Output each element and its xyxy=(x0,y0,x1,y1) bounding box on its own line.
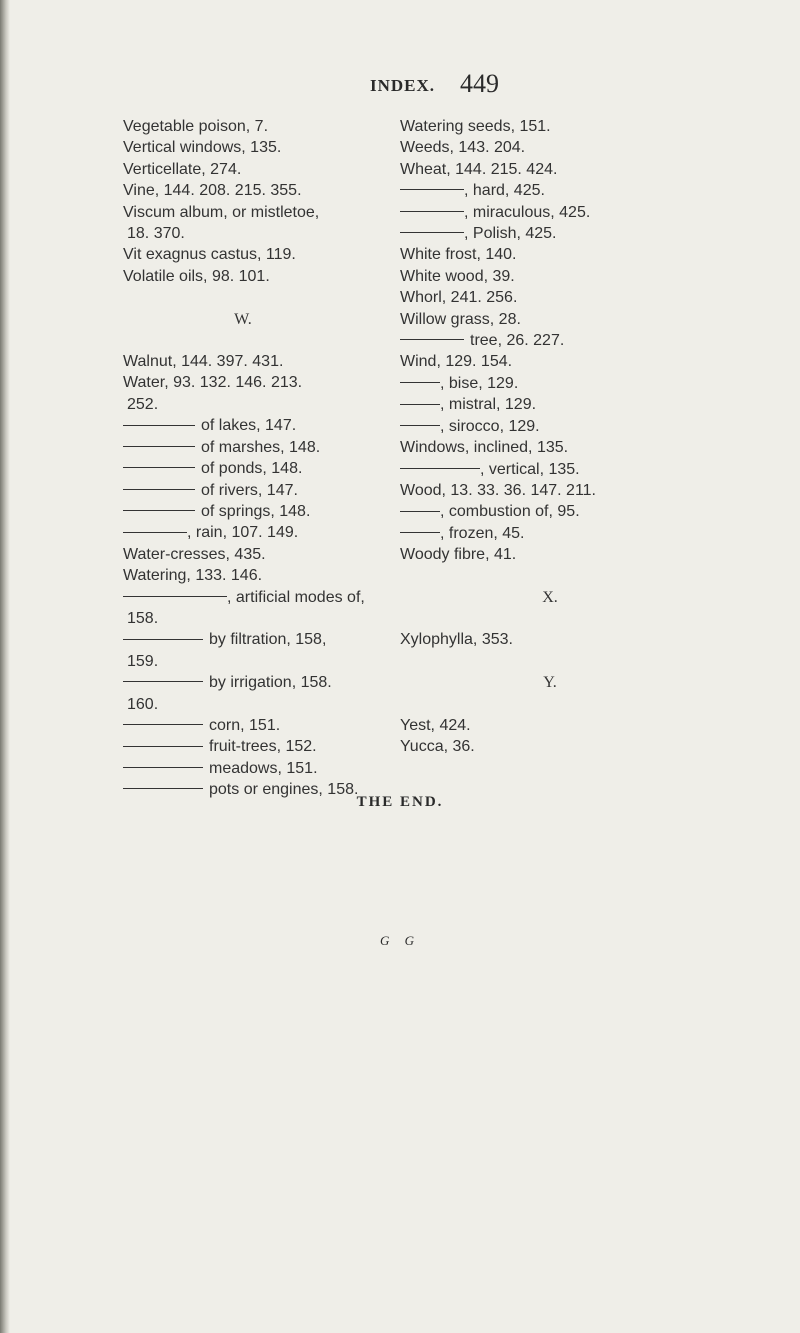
index-subentry-text: , Polish, 425. xyxy=(464,225,557,243)
ditto-dash xyxy=(400,425,440,426)
index-entry: Walnut, 144. 397. 431. xyxy=(123,353,284,371)
index-entry: Verticellate, 274. xyxy=(123,160,242,178)
index-subentry xyxy=(123,437,363,458)
index-subentry xyxy=(123,758,363,779)
index-entry-continuation: 158. xyxy=(127,609,159,627)
index-subentry xyxy=(400,373,700,394)
ditto-dash xyxy=(123,510,195,511)
index-entry: White wood, 39. xyxy=(400,267,515,285)
index-entry-continuation: 160. xyxy=(127,695,159,713)
index-subentry xyxy=(400,202,700,223)
ditto-dash xyxy=(400,232,464,233)
index-entry: Weeds, 143. 204. xyxy=(400,139,526,157)
index-entry: Willow grass, 28. xyxy=(400,310,521,328)
index-entry: Whorl, 241. 256. xyxy=(400,289,518,307)
index-subentry-text: pots or engines, 158. xyxy=(209,781,359,799)
page-header xyxy=(0,66,800,106)
signature-mark: G G xyxy=(379,933,421,948)
index-subentry-text: of ponds, 148. xyxy=(201,460,303,478)
index-subentry-text: , rain, 107. 149. xyxy=(187,524,299,542)
index-column-right xyxy=(400,116,700,757)
index-spacer xyxy=(400,608,700,629)
ditto-dash xyxy=(123,489,195,490)
index-subentry-text: tree, 26. 227. xyxy=(470,332,565,350)
index-subentry-text: corn, 151. xyxy=(209,716,281,734)
index-subentry-text: , frozen, 45. xyxy=(440,524,525,542)
index-subentry xyxy=(123,587,363,608)
index-subentry-text: of rivers, 147. xyxy=(201,481,298,499)
index-entry: Xylophylla, 353. xyxy=(400,631,513,649)
page-binding-edge xyxy=(0,0,10,1333)
index-subentry xyxy=(400,330,700,351)
index-subentry xyxy=(123,501,363,522)
index-entry: Watering seeds, 151. xyxy=(400,118,551,135)
ditto-dash xyxy=(400,511,440,512)
index-subentry xyxy=(400,459,700,480)
index-entry: Wheat, 144. 215. 424. xyxy=(400,160,558,178)
index-spacer xyxy=(123,287,363,308)
index-entry: Windows, inclined, 135. xyxy=(400,439,569,457)
index-entry: Water-cresses, 435. xyxy=(123,545,266,563)
index-letter-heading: X. xyxy=(542,588,558,606)
ditto-dash xyxy=(400,189,464,190)
index-entry: Vit exagnus castus, 119. xyxy=(123,246,296,264)
index-subentry xyxy=(400,180,700,201)
index-subentry-text: , artificial modes of, xyxy=(227,588,365,606)
ditto-dash xyxy=(123,446,195,447)
index-spacer xyxy=(400,651,700,672)
ditto-dash xyxy=(123,681,203,682)
ditto-dash xyxy=(400,532,440,533)
ditto-dash xyxy=(123,596,227,597)
index-entry: Wind, 129. 154. xyxy=(400,353,513,371)
ditto-dash xyxy=(400,211,464,212)
index-subentry-text: , sirocco, 129. xyxy=(440,417,540,435)
index-subentry-text: , mistral, 129. xyxy=(440,396,537,414)
index-subentry xyxy=(123,480,363,501)
index-entry-continuation: 18. 370. xyxy=(127,225,185,243)
index-spacer xyxy=(400,566,700,587)
ditto-dash xyxy=(123,425,195,426)
ditto-dash xyxy=(123,532,187,533)
index-entry: Woody fibre, 41. xyxy=(400,546,517,564)
index-subentry xyxy=(123,736,363,757)
index-subentry-text: , bise, 129. xyxy=(440,374,519,392)
index-spacer xyxy=(400,693,700,714)
index-subentry-text: by filtration, 158, xyxy=(209,631,327,649)
index-spacer xyxy=(123,330,363,351)
ditto-dash xyxy=(400,339,464,340)
ditto-dash xyxy=(400,404,440,405)
index-subentry xyxy=(400,416,700,437)
index-entry: White frost, 140. xyxy=(400,246,517,264)
index-entry: Wood, 13. 33. 36. 147. 211. xyxy=(400,481,596,499)
index-entry: Vine, 144. 208. 215. 355. xyxy=(123,182,302,200)
index-entry: Vegetable poison, 7. xyxy=(123,118,269,135)
index-subentry xyxy=(123,629,363,650)
index-subentry xyxy=(123,415,363,436)
ditto-dash xyxy=(123,467,195,468)
index-subentry-text: , miraculous, 425. xyxy=(464,203,591,221)
index-subentry xyxy=(400,501,700,522)
index-entry: Water, 93. 132. 146. 213. xyxy=(123,374,303,392)
ditto-dash xyxy=(123,746,203,747)
index-subentry xyxy=(123,458,363,479)
index-subentry-text: by irrigation, 158. xyxy=(209,674,332,692)
index-entry: Yucca, 36. xyxy=(400,737,475,755)
index-subentry xyxy=(123,715,363,736)
page-number: 449 xyxy=(460,69,499,98)
ditto-dash xyxy=(400,382,440,383)
ditto-dash xyxy=(123,788,203,789)
index-entry: Yest, 424. xyxy=(400,716,471,734)
index-subentry xyxy=(400,523,700,544)
the-end-text: THE END. xyxy=(356,794,444,810)
index-subentry xyxy=(400,394,700,415)
index-subentry-text: , combustion of, 95. xyxy=(440,503,580,521)
index-entry-continuation: 159. xyxy=(127,652,159,670)
index-entry-continuation: 252. xyxy=(127,395,159,413)
index-subentry-text: of springs, 148. xyxy=(201,502,311,520)
ditto-dash xyxy=(400,468,480,469)
ditto-dash xyxy=(123,639,203,640)
ditto-dash xyxy=(123,724,203,725)
index-subentry xyxy=(400,223,700,244)
index-subentry-text: , hard, 425. xyxy=(464,182,545,200)
running-title: INDEX. xyxy=(370,76,436,95)
index-entry: Vertical windows, 135. xyxy=(123,139,282,157)
index-entry: Watering, 133. 146. xyxy=(123,567,263,585)
index-entry: Viscum album, or mistletoe, xyxy=(123,203,320,221)
index-column-left xyxy=(123,116,363,801)
index-subentry xyxy=(123,672,363,693)
index-subentry-text: fruit-trees, 152. xyxy=(209,738,317,756)
index-subentry-text: meadows, 151. xyxy=(209,759,318,777)
index-letter-heading: Y. xyxy=(543,674,557,692)
index-subentry-text: of marshes, 148. xyxy=(201,438,321,456)
index-subentry xyxy=(123,522,363,543)
ditto-dash xyxy=(123,767,203,768)
index-subentry-text: , vertical, 135. xyxy=(480,460,580,478)
index-letter-heading: W. xyxy=(234,310,252,328)
index-entry: Volatile oils, 98. 101. xyxy=(123,267,270,285)
index-subentry-text: of lakes, 147. xyxy=(201,417,297,435)
